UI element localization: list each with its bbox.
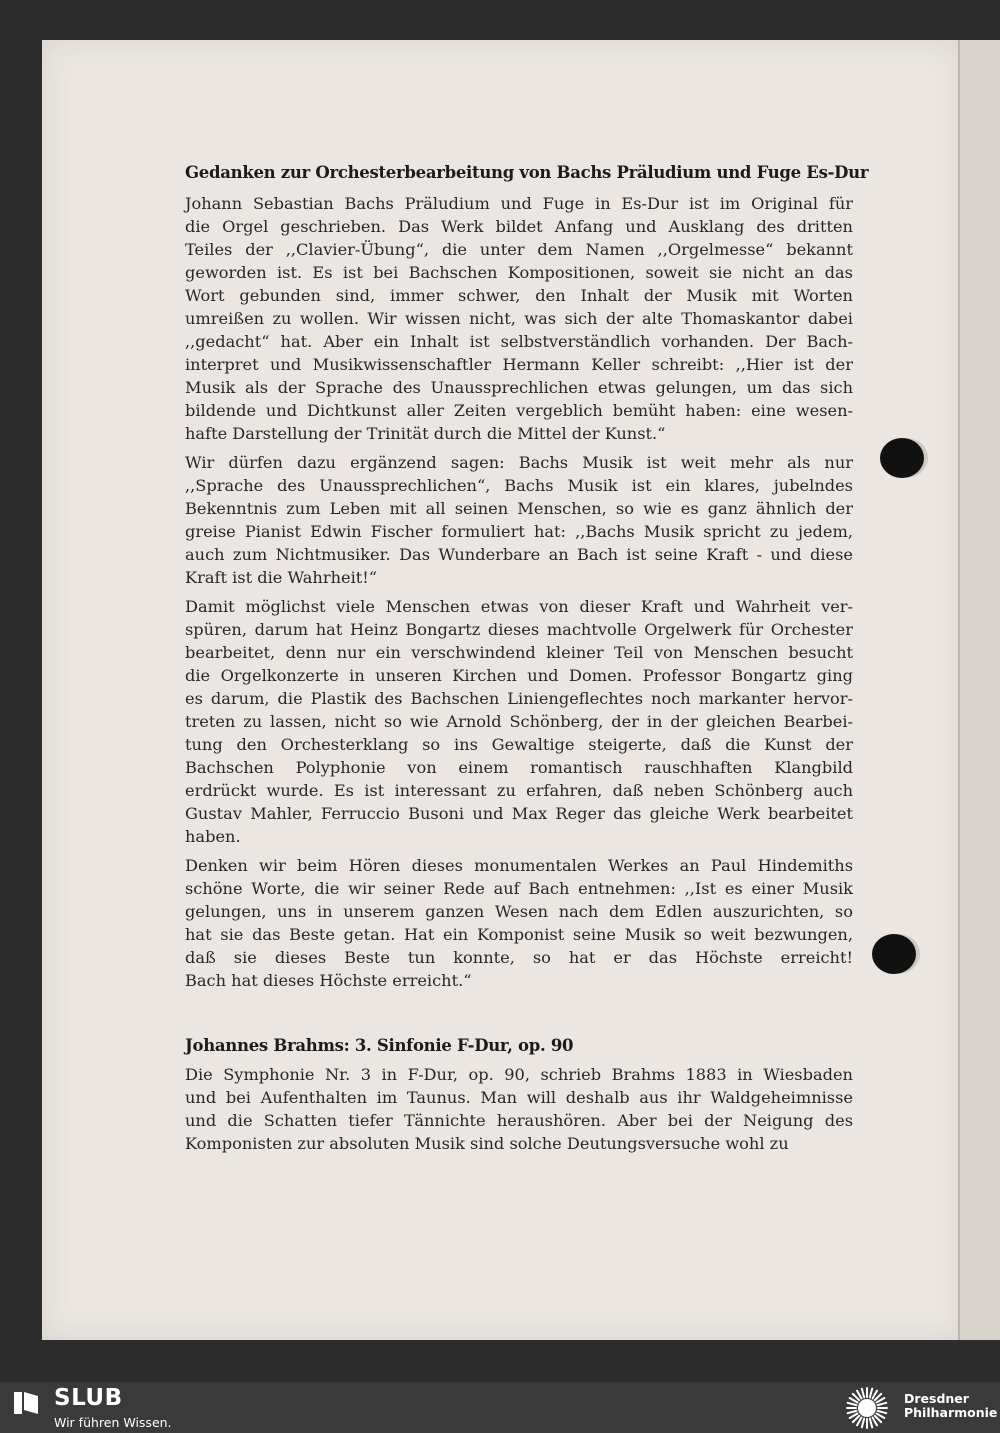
text-line: schöne Worte, die wir seiner Rede auf Bach entnehmen: ,,Ist es einer Musik [185, 879, 853, 898]
text-line: und die Schatten tiefer Tännichte heraushören. Aber bei der Neigung des [185, 1111, 853, 1130]
text-line: bildende und Dichtkunst aller Zeiten vergeblich bemüht haben: eine wesen- [185, 401, 853, 420]
text-line: greise Pianist Edwin Fischer formuliert hat: ,,Bachs Musik spricht zu jedem, [185, 522, 853, 541]
text-line: Bekenntnis zum Leben mit all seinen Menschen, so wie es ganz ähnlich der [185, 499, 853, 518]
text-line: Die Symphonie Nr. 3 in F-Dur, op. 90, schrieb Brahms 1883 in Wiesbaden [185, 1065, 853, 1084]
paragraph [185, 854, 853, 992]
text-line: daß sie dieses Beste tun konnte, so hat er das Höchste erreicht! [185, 948, 853, 967]
section-title-bach: Gedanken zur Orchesterbearbeitung von Bachs Präludium und Fuge Es-Dur [185, 163, 869, 182]
text-line: Damit möglichst viele Menschen etwas von dieser Kraft und Wahrheit ver- [185, 597, 853, 616]
text-line: spüren, darum hat Heinz Bongartz dieses machtvolle Orgelwerk für Orchester [185, 620, 853, 639]
text-line: Denken wir beim Hören dieses monumentalen Werkes an Paul Hindemiths [185, 856, 853, 875]
text-line: tung den Orchesterklang so ins Gewaltige steigerte, daß die Kunst der [185, 735, 853, 754]
text-line: ,,gedacht“ hat. Aber ein Inhalt ist selbstverständlich vorhanden. Der Bach- [185, 332, 853, 351]
text-line: hat sie das Beste getan. Hat ein Komponist seine Musik so weit bezwungen, [185, 925, 853, 944]
text-line: interpret und Musikwissenschaftler Hermann Keller schreibt: ,,Hier ist der [185, 355, 853, 374]
partner-line-2: Philharmonie [904, 1405, 998, 1420]
text-line: treten zu lassen, nicht so wie Arnold Schönberg, der in der gleichen Bearbei- [185, 712, 853, 731]
viewer-footer [0, 1382, 1000, 1433]
section-body-brahms [185, 1063, 853, 1155]
text-line: Kraft ist die Wahrheit!“ [185, 568, 378, 587]
text-line: hafte Darstellung der Trinität durch die Mittel der Kunst.“ [185, 424, 666, 443]
paragraph [185, 192, 853, 445]
text-line: es darum, die Plastik des Bachschen Liniengeflechtes noch markanter hervor- [185, 689, 853, 708]
paragraph [185, 595, 853, 848]
partner-name[interactable] [904, 1392, 997, 1420]
section-title-brahms: Johannes Brahms: 3. Sinfonie F-Dur, op. 90 [185, 1036, 574, 1055]
text-line: umreißen zu wollen. Wir wissen nicht, was sich der alte Thomaskantor dabei [185, 309, 853, 328]
text-line: bearbeitet, denn nur ein verschwindend kleiner Teil von Menschen besucht [185, 643, 853, 662]
paragraph [185, 451, 853, 589]
text-line: die Orgelkonzerte in unseren Kirchen und Domen. Professor Bongartz ging [185, 666, 853, 685]
sunburst-logo-icon [842, 1386, 892, 1430]
text-line: auch zum Nichtmusiker. Das Wunderbare an Bach ist seine Kraft - und diese [185, 545, 853, 564]
slub-tagline: Wir führen Wissen. [54, 1415, 172, 1430]
text-line: gelungen, uns in unserem ganzen Wesen nach dem Edlen auszurichten, so [185, 902, 853, 921]
partner-line-1: Dresdner [904, 1391, 969, 1406]
text-line: Komponisten zur absoluten Musik sind solche Deutungsversuche wohl zu [185, 1134, 789, 1153]
punch-hole-bottom [872, 934, 916, 974]
text-line: Johann Sebastian Bachs Präludium und Fuge in Es-Dur ist im Original für [185, 194, 853, 213]
paragraph [185, 1063, 853, 1155]
text-line: Musik als der Sprache des Unaussprechlichen etwas gelungen, um das sich [185, 378, 853, 397]
text-line: geworden ist. Es ist bei Bachschen Kompositionen, soweit sie nicht an das [185, 263, 853, 282]
text-line: und bei Aufenthalten im Taunus. Man will deshalb aus ihr Waldgeheimnisse [185, 1088, 853, 1107]
section-body-bach [185, 192, 853, 992]
text-line: ,,Sprache des Unaussprechlichen“, Bachs Musik ist ein klares, jubelndes [185, 476, 853, 495]
text-line: Bachschen Polyphonie von einem romantisch rauschhaften Klangbild [185, 758, 853, 777]
text-line: Gustav Mahler, Ferruccio Busoni und Max Reger das gleiche Werk bearbeitet [185, 804, 853, 823]
text-line: haben. [185, 827, 241, 846]
text-line: Bach hat dieses Höchste erreicht.“ [185, 971, 472, 990]
text-line: Wort gebunden sind, immer schwer, den Inhalt der Musik mit Worten [185, 286, 853, 305]
next-page-edge [958, 40, 1000, 1340]
document-content [185, 163, 869, 1161]
text-line: die Orgel geschrieben. Das Werk bildet Anfang und Ausklang des dritten [185, 217, 853, 236]
punch-hole-top [880, 438, 924, 478]
text-line: Wir dürfen dazu ergänzend sagen: Bachs Musik ist weit mehr als nur [185, 453, 853, 472]
slub-brand[interactable]: SLUB [54, 1385, 123, 1411]
text-line: Teiles der ,,Clavier-Übung“, die unter dem Namen ,,Orgelmesse“ bekannt [185, 240, 853, 259]
text-line: erdrückt wurde. Es ist interessant zu erfahren, daß neben Schönberg auch [185, 781, 853, 800]
library-book-icon [12, 1388, 40, 1416]
